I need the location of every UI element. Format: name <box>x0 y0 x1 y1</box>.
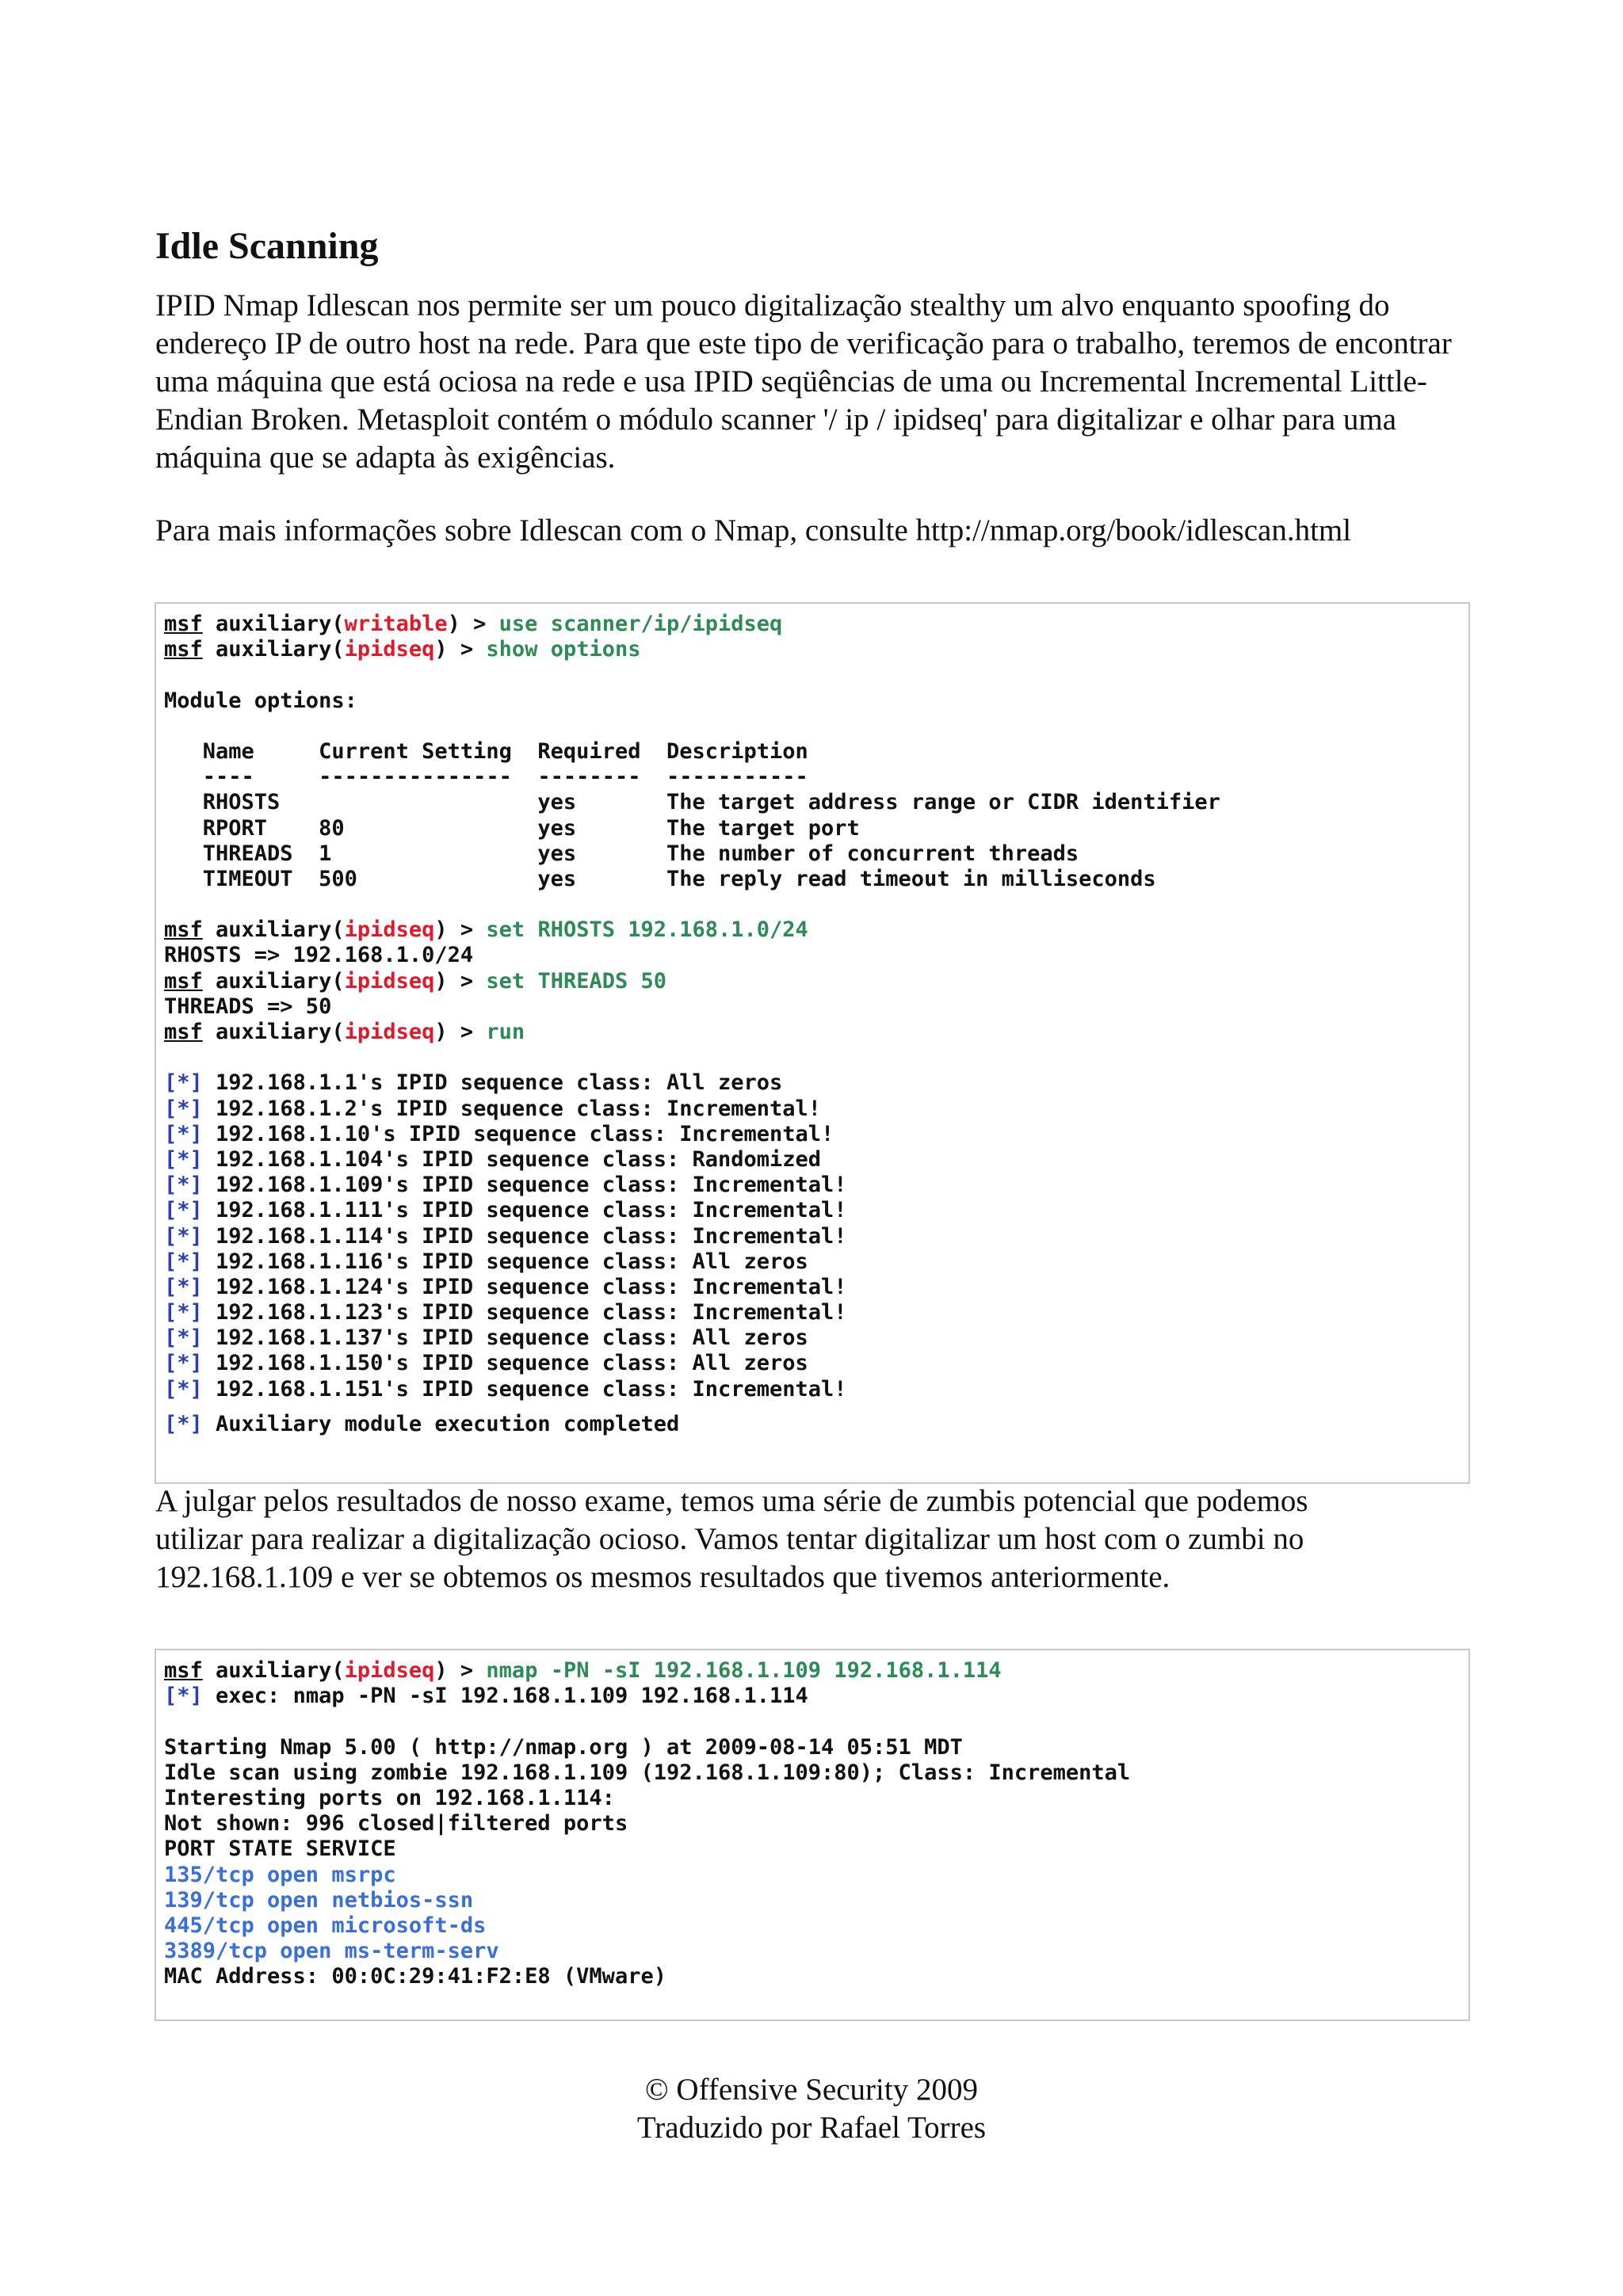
terminal-output-line: RHOSTS => 192.168.1.0/24 <box>164 943 474 968</box>
result-line <box>164 1325 1461 1351</box>
options-table-row: RHOSTS yes The target address range or CIDR identifier <box>164 790 1220 815</box>
nmap-output-line: Starting Nmap 5.00 ( http://nmap.org ) at 2009-08-14 05:51 MDT <box>164 1734 963 1760</box>
result-text: 192.168.1.114's IPID sequence class: Incremental! <box>202 1223 847 1249</box>
terminal-line <box>164 637 1461 662</box>
result-text: 192.168.1.123's IPID sequence class: Incremental! <box>202 1300 847 1325</box>
status-marker: [*] <box>164 1411 203 1436</box>
result-text: 192.168.1.124's IPID sequence class: Incremental! <box>202 1274 847 1299</box>
command-text: set RHOSTS 192.168.1.0/24 <box>486 917 808 943</box>
port-line: 135/tcp open msrpc <box>164 1862 396 1887</box>
status-marker: [*] <box>164 1376 203 1402</box>
result-line <box>164 1070 1461 1096</box>
reference-paragraph: Para mais informações sobre Idlescan com o Nmap, consulte http://nmap.org/book/idlescan.html <box>155 513 1352 547</box>
command-text: set THREADS 50 <box>486 968 666 994</box>
result-text: 192.168.1.116's IPID sequence class: All zeros <box>202 1249 808 1274</box>
completed-text: Auxiliary module execution completed <box>202 1411 680 1436</box>
terminal-line <box>164 1658 1461 1684</box>
command-text: use scanner/ip/ipidseq <box>498 612 783 636</box>
prompt-msf: msf <box>164 917 203 943</box>
status-marker: [*] <box>164 1173 203 1198</box>
terminal-line <box>164 917 1461 943</box>
prompt-msf: msf <box>164 968 203 994</box>
terminal-line <box>164 969 1461 994</box>
status-marker: [*] <box>164 1223 203 1249</box>
options-table-rule: ---- --------------- -------- ----------- <box>164 765 808 790</box>
status-marker: [*] <box>164 1096 203 1121</box>
terminal-line <box>164 1020 1461 1045</box>
terminal-block-nmap <box>155 1649 1470 2021</box>
result-text: 192.168.1.1's IPID sequence class: All zeros <box>202 1070 783 1096</box>
exec-text: exec: nmap -PN -sI 192.168.1.109 192.168.1.114 <box>202 1684 808 1709</box>
result-line <box>164 1097 1461 1122</box>
result-text: 192.168.1.111's IPID sequence class: Incremental! <box>202 1198 847 1223</box>
terminal-block-ipidseq <box>155 602 1470 1484</box>
result-line <box>164 1300 1461 1325</box>
nmap-output-line: Interesting ports on 192.168.1.114: <box>164 1785 615 1810</box>
prompt-aux: auxiliary( <box>202 1020 345 1044</box>
status-marker: [*] <box>164 1070 203 1096</box>
analysis-paragraph: A julgar pelos resultados de nosso exame, temos uma série de zumbis potencial que podemos utilizar para realizar a digitalização ocioso. Vamos tentar digitalizar um host com o zumbi no 192.168.1.109 e ver se obtemos os mesmos resultados que tivemos anteriormente. <box>155 1484 1308 1594</box>
result-line <box>164 1198 1461 1223</box>
options-table-row: TIMEOUT 500 yes The reply read timeout in milliseconds <box>164 866 1156 891</box>
prompt-module: ipidseq <box>344 917 435 943</box>
status-marker: [*] <box>164 1325 203 1351</box>
exec-line <box>164 1684 1461 1709</box>
prompt-module: ipidseq <box>344 1658 435 1683</box>
command-text: nmap -PN -sI 192.168.1.109 192.168.1.114 <box>486 1658 1002 1683</box>
command-text: show options <box>486 637 641 662</box>
mac-address-line: MAC Address: 00:0C:29:41:F2:E8 (VMware) <box>164 1964 666 1989</box>
result-line <box>164 1122 1461 1147</box>
terminal-output-line: THREADS => 50 <box>164 994 332 1019</box>
section-heading: Idle Scanning <box>155 225 379 267</box>
result-line <box>164 1173 1461 1198</box>
result-line <box>164 1412 1461 1437</box>
result-line <box>164 1275 1461 1300</box>
result-text: 192.168.1.109's IPID sequence class: Incremental! <box>202 1173 847 1198</box>
status-marker: [*] <box>164 1146 203 1172</box>
prompt-msf: msf <box>164 637 203 662</box>
result-line <box>164 1249 1461 1275</box>
status-marker: [*] <box>164 1274 203 1299</box>
blank-line <box>164 662 1461 688</box>
status-marker: [*] <box>164 1249 203 1274</box>
result-text: 192.168.1.2's IPID sequence class: Incremental! <box>202 1096 822 1121</box>
prompt-module: ipidseq <box>344 968 435 994</box>
terminal-line <box>164 612 1461 637</box>
port-line: 3389/tcp open ms-term-serv <box>164 1939 499 1964</box>
nmap-output-line: Not shown: 996 closed|filtered ports <box>164 1811 628 1836</box>
result-text: 192.168.1.104's IPID sequence class: Randomized <box>202 1146 822 1172</box>
port-line: 445/tcp open microsoft-ds <box>164 1913 487 1938</box>
prompt-close: ) > <box>434 637 487 662</box>
blank-line <box>164 892 1461 917</box>
prompt-close: ) > <box>434 1658 487 1683</box>
prompt-close: ) > <box>434 968 487 994</box>
result-text: 192.168.1.151's IPID sequence class: Incremental! <box>202 1376 847 1402</box>
options-table-header: Name Current Setting Required Description <box>164 738 808 764</box>
blank-line <box>164 714 1461 739</box>
result-line <box>164 1351 1461 1376</box>
status-marker: [*] <box>164 1684 203 1709</box>
prompt-close: ) > <box>447 612 499 636</box>
prompt-module: ipidseq <box>344 637 435 662</box>
prompt-aux: auxiliary( <box>202 612 345 636</box>
result-text: 192.168.1.10's IPID sequence class: Incremental! <box>202 1121 834 1146</box>
result-line <box>164 1377 1461 1402</box>
status-marker: [*] <box>164 1198 203 1223</box>
prompt-close: ) > <box>434 1020 487 1044</box>
footer-translator: Traduzido por Rafael Torres <box>636 2111 987 2145</box>
prompt-msf: msf <box>164 1658 203 1683</box>
prompt-close: ) > <box>434 917 487 943</box>
footer-copyright: © Offensive Security 2009 <box>645 2073 978 2107</box>
status-marker: [*] <box>164 1351 203 1376</box>
command-text: run <box>486 1020 525 1044</box>
blank-line <box>164 1045 1461 1070</box>
nmap-output-line: Idle scan using zombie 192.168.1.109 (192.168.1.109:80); Class: Incremental <box>164 1760 1131 1785</box>
intro-paragraph: IPID Nmap Idlescan nos permite ser um pouco digitalização stealthy um alvo enquanto spoofing do endereço IP de outro host na rede. Para que este tipo de verificação para o trabalho, teremos de encontrar uma máquina que está ociosa na rede e usa IPID seqüências de uma ou Incremental Incremental Little-Endian Broken. Metasploit contém o módulo scanner '/ ip / ipidseq' para digitalizar e olhar para uma máquina que se adapta às exigências. <box>155 288 1452 475</box>
status-marker: [*] <box>164 1300 203 1325</box>
prompt-msf: msf <box>164 1020 203 1044</box>
prompt-aux: auxiliary( <box>202 1658 345 1683</box>
nmap-output-line: PORT STATE SERVICE <box>164 1836 396 1862</box>
port-line: 139/tcp open netbios-ssn <box>164 1887 474 1913</box>
result-line <box>164 1147 1461 1173</box>
prompt-aux: auxiliary( <box>202 968 345 994</box>
options-table-row: THREADS 1 yes The number of concurrent threads <box>164 841 1079 866</box>
prompt-module: writable <box>344 612 448 636</box>
terminal-line: Module options: <box>164 688 357 713</box>
prompt-msf: msf <box>164 612 203 636</box>
prompt-module: ipidseq <box>344 1020 435 1044</box>
blank-line <box>164 1709 1461 1734</box>
result-line <box>164 1224 1461 1249</box>
status-marker: [*] <box>164 1121 203 1146</box>
result-text: 192.168.1.137's IPID sequence class: All zeros <box>202 1325 808 1351</box>
options-table-row: RPORT 80 yes The target port <box>164 815 860 841</box>
prompt-aux: auxiliary( <box>202 637 345 662</box>
prompt-aux: auxiliary( <box>202 917 345 943</box>
result-text: 192.168.1.150's IPID sequence class: All zeros <box>202 1351 808 1376</box>
